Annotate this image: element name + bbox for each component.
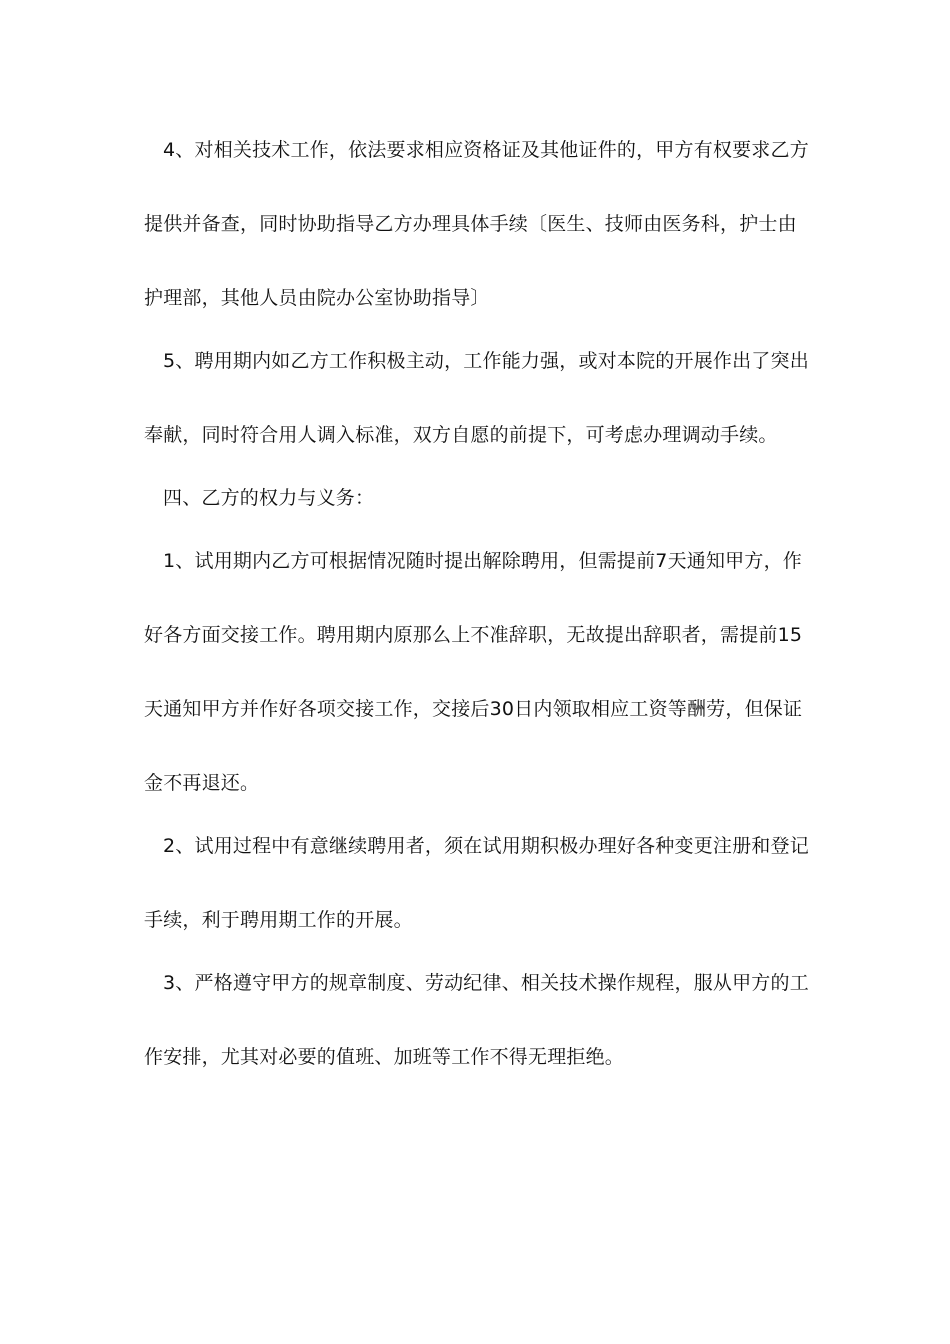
item-1-line-3: 天通知甲方并作好各项交接工作，交接后30日内领取相应工资等酬劳，但保证 bbox=[144, 698, 803, 720]
item-3-line-2: 作安排，尤其对必要的值班、加班等工作不得无理拒绝。 bbox=[144, 1046, 625, 1068]
paragraph-4-line-1: 4、对相关技术工作，依法要求相应资格证及其他证件的，甲方有权要求乙方 bbox=[163, 139, 809, 161]
item-1-line-1: 1、试用期内乙方可根据情况随时提出解除聘用，但需提前7天通知甲方，作 bbox=[163, 550, 802, 572]
paragraph-4-line-2: 提供并备查，同时协助指导乙方办理具体手续〔医生、技师由医务科，护士由 bbox=[144, 213, 797, 235]
paragraph-5-line-1: 5、聘用期内如乙方工作积极主动，工作能力强，或对本院的开展作出了突出 bbox=[163, 350, 809, 372]
item-3-line-1: 3、严格遵守甲方的规章制度、劳动纪律、相关技术操作规程，服从甲方的工 bbox=[163, 972, 809, 994]
section-heading-4: 四、乙方的权力与义务： bbox=[163, 487, 375, 509]
paragraph-5-line-2: 奉献，同时符合用人调入标准，双方自愿的前提下，可考虑办理调动手续。 bbox=[144, 424, 778, 446]
item-2-line-1: 2、试用过程中有意继续聘用者，须在试用期积极办理好各种变更注册和登记 bbox=[163, 835, 809, 857]
item-2-line-2: 手续，利于聘用期工作的开展。 bbox=[144, 909, 413, 931]
item-1-line-4: 金不再退还。 bbox=[144, 772, 260, 794]
paragraph-4-line-3: 护理部，其他人员由院办公室协助指导〕 bbox=[144, 287, 490, 309]
item-1-line-2: 好各方面交接工作。聘用期内原那么上不准辞职，无故提出辞职者，需提前15 bbox=[144, 624, 803, 646]
